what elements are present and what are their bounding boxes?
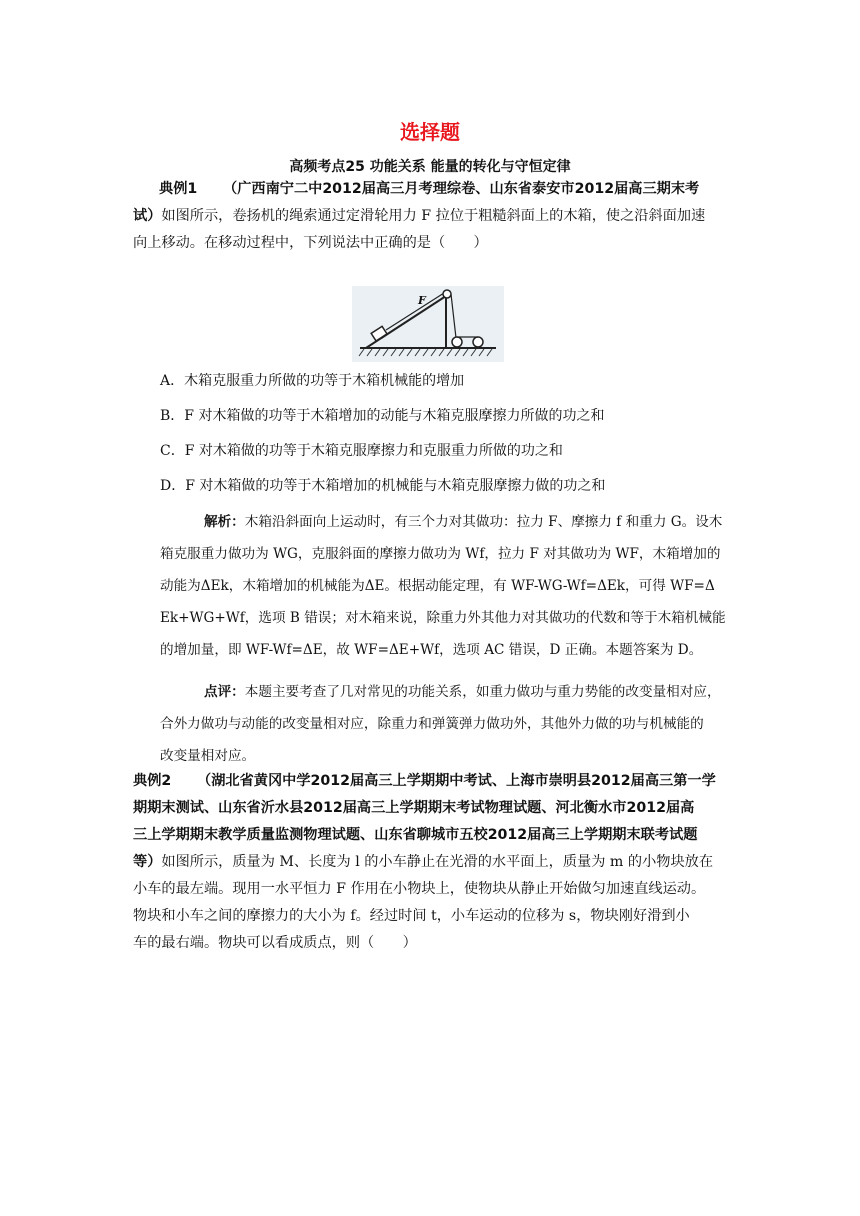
example2-line5: 小车的最左端。现用一水平恒力 F 作用在小物块上，使物块从静止开始做匀加速直线运动。 — [133, 881, 706, 897]
analysis-text-1: 木箱沿斜面向上运动时，有三个力对其做功：拉力 F、摩擦力 f 和重力 G。设木 — [244, 514, 723, 530]
option-b: B．F 对木箱做的功等于木箱增加的动能与木箱克服摩擦力所做的功之和 — [160, 408, 605, 424]
analysis-label: 解析： — [204, 514, 245, 530]
comment-label: 点评： — [204, 684, 245, 700]
example1-source-line1: （广西南宁二中2012届高三月考理综卷、山东省泰安市2012届高三期末考 — [223, 181, 700, 197]
example2-source-line1: （湖北省黄冈中学2012届高三上学期期中考试、上海市崇明县2012届高三第一学 — [197, 773, 716, 789]
comment-text-1: 本题主要考查了几对常见的功能关系，如重力做功与重力势能的改变量相对应， — [244, 684, 721, 700]
comment-line-3: 改变量相对应。 — [160, 748, 256, 764]
force-f-label: F — [418, 294, 426, 307]
analysis-line-3: 动能为ΔEk，木箱增加的机械能为ΔE。根据动能定理，有 WF-WG-Wf=ΔEk，可得 WF=Δ — [160, 578, 715, 594]
example1-line2 — [133, 203, 738, 230]
option-c: C．F 对木箱做的功等于木箱克服摩擦力和克服重力所做的功之和 — [160, 443, 563, 459]
winch-wheel-icon — [473, 337, 483, 347]
example1-comment — [160, 676, 745, 772]
example1-line1 — [133, 176, 738, 203]
section-subtitle: 高频考点25 功能关系 能量的转化与守恒定律 — [289, 159, 571, 175]
analysis-line-1 — [160, 506, 745, 538]
example2-label: 典例2 — [133, 773, 172, 789]
example2-source-line3: 三上学期期末教学质量监测物理试题、山东省聊城市五校2012届高三上学期期末联考试题 — [133, 827, 698, 843]
example1-stem-line2: 如图所示，卷扬机的绳索通过定滑轮用力 F 拉位于粗糙斜面上的木箱，使之沿斜面加速 — [161, 208, 706, 224]
comment-line-2: 合外力做功与动能的改变量相对应，除重力和弹簧弹力做功外，其他外力做的功与机械能的 — [160, 716, 704, 732]
analysis-line-5: 的增加量，即 WF-Wf=ΔE，故 WF=ΔE+Wf，选项 AC 错误，D 正确。本题答案为 D。 — [160, 642, 703, 658]
example2-stem-line4: 如图所示，质量为 M、长度为 l 的小车静止在光滑的水平面上，质量为 m 的小物块放在 — [161, 854, 714, 870]
incline-figure — [352, 286, 504, 362]
example1-source-end: 试） — [133, 208, 162, 224]
example2-line4 — [133, 849, 738, 876]
example1-question — [133, 176, 738, 257]
winch-drum-icon — [452, 337, 462, 347]
example2-question — [133, 768, 738, 957]
incline-winch-diagram — [352, 286, 504, 362]
analysis-line-2: 箱克服重力做功为 WG，克服斜面的摩擦力做功为 Wf，拉力 F 对其做功为 WF，木箱增加的 — [160, 546, 721, 562]
analysis-line-4: Ek+WG+Wf，选项 B 错误；对木箱来说，除重力外其他力对其做功的代数和等于木箱机械能 — [160, 610, 726, 626]
comment-line-1 — [160, 676, 745, 708]
example2-source-line2: 期期末测试、山东省沂水县2012届高三上学期期末考试物理试题、河北衡水市2012届高 — [133, 800, 695, 816]
example1-line3: 向上移动。在移动过程中，下列说法中正确的是（ ） — [133, 235, 488, 251]
page-title: 选择题 — [400, 120, 460, 144]
example2-source-end: 等） — [133, 854, 162, 870]
example1-label: 典例1 — [159, 181, 198, 197]
example2-line1 — [133, 768, 738, 795]
pulley-icon — [443, 290, 451, 298]
option-a: A．木箱克服重力所做的功等于木箱机械能的增加 — [160, 373, 465, 389]
example2-line7: 车的最右端。物块可以看成质点，则（ ） — [133, 935, 417, 951]
option-d: D．F 对木箱做的功等于木箱增加的机械能与木箱克服摩擦力做的功之和 — [160, 478, 606, 494]
example1-analysis — [160, 506, 745, 666]
example2-line6: 物块和小车之间的摩擦力的大小为 f。经过时间 t，小车运动的位移为 s，物块刚好滑到小 — [133, 908, 690, 924]
